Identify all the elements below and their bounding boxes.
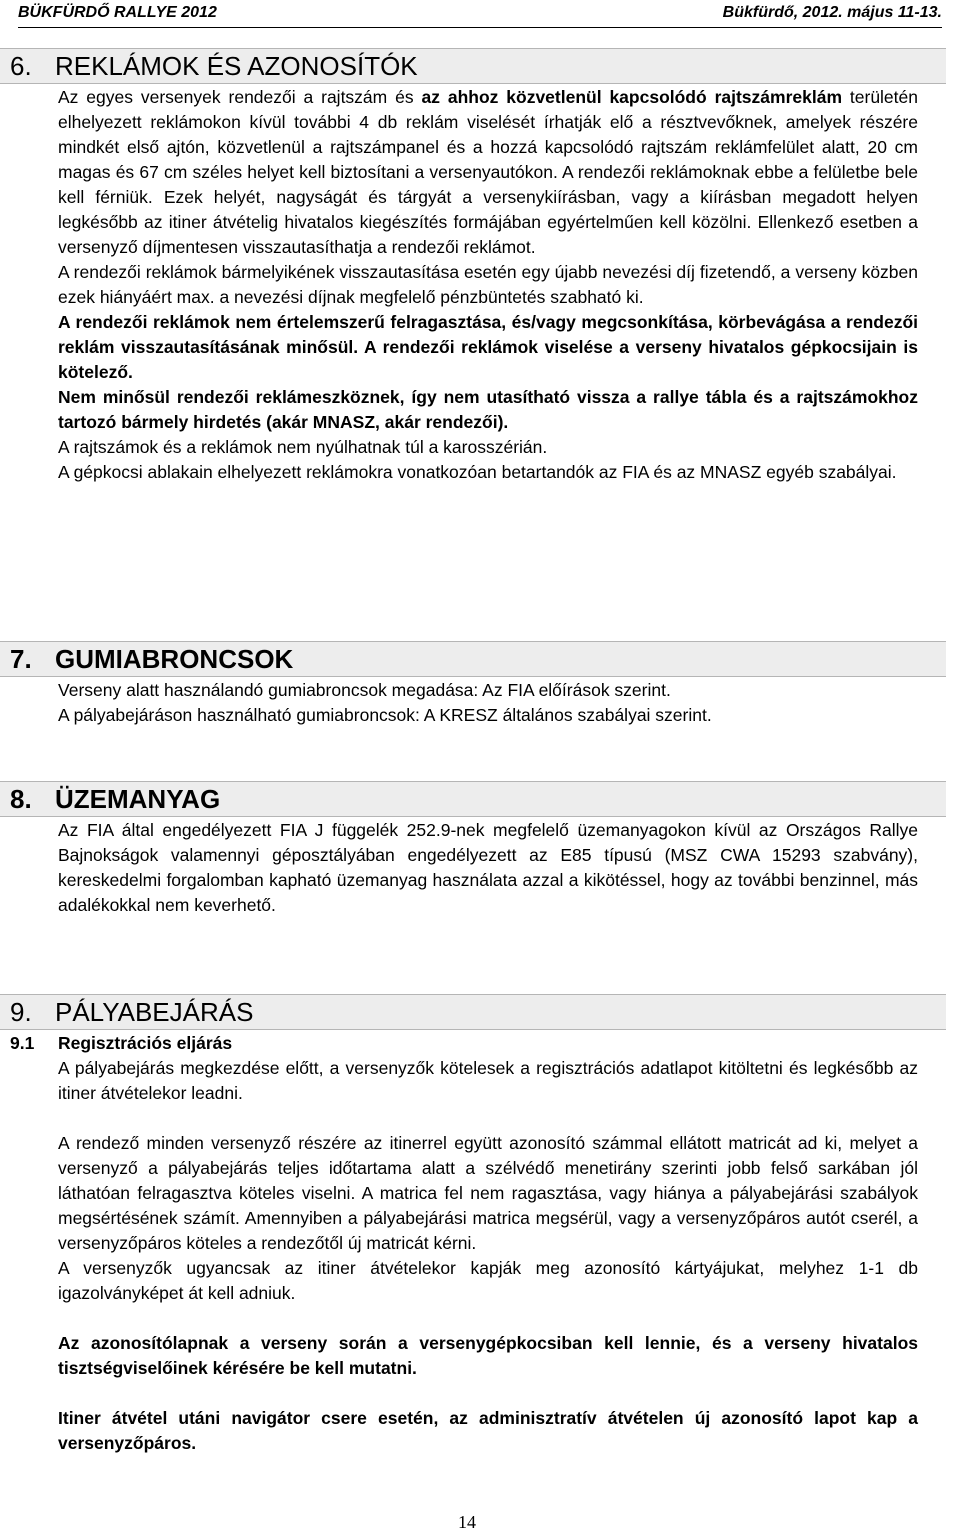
section-6-title: [10, 50, 418, 82]
section-9-heading-bar: [0, 994, 946, 1030]
section-6-heading-bar: [0, 48, 946, 84]
subsection-9-1-heading: [10, 1031, 232, 1056]
section-7-title: [10, 643, 293, 675]
section-6-paragraph-6: A gépkocsi ablakain elhelyezett reklámokra vonatkozóan betartandók az FIA és az MNASZ egyéb szabályai.: [58, 462, 897, 482]
s6-p1-text-b: az ahhoz közvetlenül kapcsolódó rajtszámreklám: [421, 87, 843, 107]
s6-p1-text-a: Az egyes versenyek rendezői a rajtszám és: [58, 87, 422, 107]
page-header: [18, 2, 942, 26]
section-9-paragraph-4: Az azonosítólapnak a verseny során a versenygépkocsiban kell lennie, és a verseny hivatalos tisztségviselőinek kérésére be kell mutatni.: [58, 1333, 918, 1378]
section-9-number: 9.: [10, 997, 32, 1027]
section-9-paragraph-5: Itiner átvétel utáni navigátor csere esetén, az adminisztratív átvételen új azonosító lapot kap a versenyzőpáros.: [58, 1408, 918, 1453]
page-number: 14: [458, 1512, 476, 1532]
section-6-body: [58, 85, 918, 485]
s6-p1-text-e: Ezek helyét, nagyságát és tárgyát a versenykiírásban, vagy a kiírásban megadott helyen legkésőbb az itiner átvételig hivatalos kiegészítés formájában egyértelműen kell közölni. Ellenkező esetben a versenyző díjmentesen visszautasíthatja a rendezői reklámot.: [58, 187, 918, 257]
section-9-paragraph-1: A pályabejárás megkezdése előtt, a versenyzők kötelesek a regisztrációs adatlapot kitöltetni és legkésőbb az itiner átvételekor leadni.: [58, 1058, 918, 1103]
section-9-body: [58, 1056, 918, 1456]
section-9-paragraph-3: A versenyzők ugyancsak az itiner átvételekor kapják meg azonosító kártyájukat, melyhez 1-1 db igazolványképet át kell adniuk.: [58, 1258, 918, 1303]
section-7-number: 7.: [10, 644, 32, 674]
section-8-title-text: ÜZEMANYAG: [55, 784, 221, 814]
section-7-paragraph-1: Verseny alatt használandó gumiabroncsok megadása: Az FIA előírások szerint.: [58, 680, 671, 700]
section-8-body: [58, 818, 918, 918]
s6-p1-text-d: A rendezői reklámoknak ebbe a felületbe bele kell férniük.: [58, 162, 918, 207]
header-event-date: Bükfürdő, 2012. május 11-13.: [722, 4, 942, 21]
section-6-paragraph-3: A rendezői reklámok nem értelemszerű felragasztása, és/vagy megcsonkítása, körbevágása a rendezői reklám visszautasításának minősül. A rendezői reklámok viselése a verseny hivatalos gépkocsijain is kötelező.: [58, 312, 918, 382]
section-7-title-text: GUMIABRONCSOK: [55, 644, 294, 674]
header-event-name: BÜKFÜRDŐ RALLYE 2012: [18, 4, 217, 21]
subsection-9-1-title: Regisztrációs eljárás: [58, 1033, 233, 1053]
section-6-paragraph-2: A rendezői reklámok bármelyikének visszautasítása esetén egy újabb nevezési díj fizetendő, a verseny közben ezek hiányáért max. a nevezési díjnak megfelelő pénzbüntetés szabható ki.: [58, 262, 918, 307]
section-6-number: 6.: [10, 51, 32, 81]
section-9-title-text: PÁLYABEJÁRÁS: [55, 997, 254, 1027]
section-7-heading-bar: [0, 641, 946, 677]
section-6-paragraph-5: A rajtszámok és a reklámok nem nyúlhatnak túl a karosszérián.: [58, 437, 548, 457]
section-8-heading-bar: [0, 781, 946, 817]
header-divider: [18, 27, 942, 28]
section-6-title-text: REKLÁMOK ÉS AZONOSÍTÓK: [55, 51, 418, 81]
subsection-9-1-number: 9.1: [10, 1033, 35, 1053]
section-8-number: 8.: [10, 784, 32, 814]
section-9-paragraph-2: A rendező minden versenyző részére az itinerrel együtt azonosító számmal ellátott matricát ad ki, melyet a versenyző a pályabejárás teljes időtartama alatt a szélvédő menetirány szerinti jobb felső sarkában jól láthatóan felragasztva köteles viselni. A matrica fel nem ragasztása, vagy hiánya a pályabejárási szabályok megsértésének számít. Amennyiben a pályabejárási matrica megsérül, vagy a versenyzőpáros autót cserél, a versenyzőpáros köteles a rendezőtől új matricát kérni.: [58, 1133, 918, 1253]
section-8-title: [10, 783, 220, 815]
section-7-body: [58, 678, 918, 728]
section-6-paragraph-4: Nem minősül rendezői reklámeszköznek, így nem utasítható vissza a rallye tábla és a rajtszámokhoz tartozó bármely hirdetés (akár MNASZ, akár rendezői).: [58, 387, 918, 432]
s6-p1-text-c: területén elhelyezett reklámokon kívül további 4 db reklám viselését írhatják elő a résztvevőknek, amelyek részére mindkét első ajtón, közvetlenül a rajtszámpanel és a hozzá kapcsolódó rajtszám reklámfelület alatt, 20 cm magas és 67 cm széles helyet kell biztosítani a versenyautókon.: [58, 87, 918, 182]
section-6-paragraph-1: [58, 85, 918, 260]
section-7-paragraph-2: A pályabejáráson használható gumiabroncsok: A KRESZ általános szabályai szerint.: [58, 705, 712, 725]
section-9-title: [10, 996, 253, 1028]
section-8-paragraph-1: Az FIA által engedélyezett FIA J függelék 252.9-nek megfelelő üzemanyagokon kívül az Országos Rallye Bajnokságok valamennyi géposztályában engedélyezett az E85 típusú (MSZ CWA 15293 szabvány), kereskedelmi forgalomban kapható üzemanyag használata azzal a kikötéssel, hogy az további benzinnel, más adalékokkal nem keverhető.: [58, 820, 918, 915]
